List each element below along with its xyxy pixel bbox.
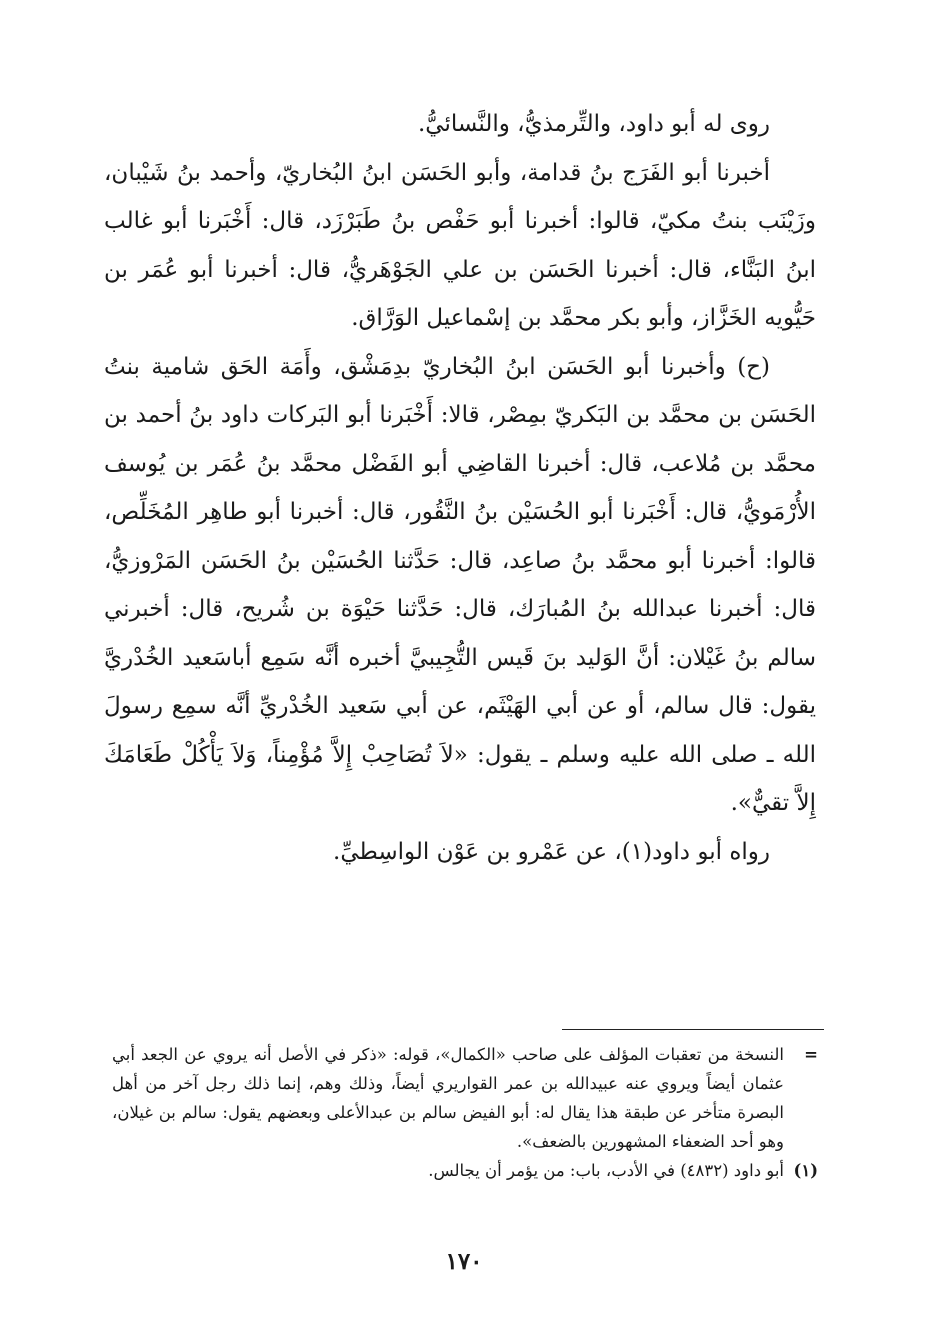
main-text <box>104 100 816 876</box>
paragraph-2: أخبرنا أبو الفَرَج بنُ قدامة، وأبو الحَسَن ابنُ البُخاريّ، وأحمد بنُ شَيْبان، وزَيْنَب بنتُ مكيّ، قالوا: أخبرنا أبو حَفْص بنُ طَبَرْزَد، قال: أَخْبَرنا أبو غالب ابنُ البَنَّاء، قال: أخبرنا الحَسَن بن علي الجَوْهَريُّ، قال: أخبرنا أبو عُمَر بن حَيُّويه الخَزَّاز، وأبو بكر محمَّد بن إسْماعيل الوَرَّاق. <box>104 159 816 331</box>
page-number: ١٧٠ <box>445 1248 483 1275</box>
footnote-text: النسخة من تعقبات المؤلف على صاحب «الكمال»، قوله: «ذكر في الأصل أنه يروي عن الجعد أبي عثمان أيضاً ويروي عنه عبيدالله بن عمر القواريري أيضاً، وذلك وهم، إنما ذلك رجل آخر من أهل البصرة متأخر عن طبقة هذا يقال له: أبو الفيض سالم بن عبدالأعلى وبعضهم يقول: سالم بن غيلان، وهو أحد الضعفاء المشهورين بالضعف». <box>112 1045 784 1151</box>
footnote-separator <box>562 1029 824 1030</box>
paragraph-3: (ح) وأخبرنا أبو الحَسَن ابنُ البُخاريّ بدِمَشْق، وأَمَة الحَق شامية بنتُ الحَسَن بن محمَّد بن البَكريّ بمِصْر، قالا: أَخْبَرنا أبو البَركات داود بنُ أحمد بن محمَّد بن مُلاعب، قال: أخبرنا القاضِي أبو الفَضْل محمَّد بنُ عُمَر بن يُوسف الأُرْمَويُّ، قال: أَخْبَرنا أبو الحُسَيْن بنُ النَّقُور، قال: أخبرنا أبو طاهِر المُخَلِّص، قالوا: أخبرنا أبو محمَّد بنُ صاعِد، قال: حَدَّثنا الحُسَيْن بنُ الحَسَن المَرْوزيُّ، قال: أخبرنا عبدالله بنُ المُبارَك، قال: حَدَّثنا حَيْوَة بن شُريح، قال: أخبرني سالم بنُ غَيْلان: أنَّ الوَليد بنَ قَيس التُّجِيبيَّ أخبره أنَّه سَمِع أباسَعيد الخُدْريَّ يقول: قال سالم، أو عن أبي الهَيْثَم، عن أبي سَعيد الخُدْريِّ أنَّه سمِع رسولَ الله ـ صلى الله عليه وسلم ـ يقول: «لاَ تُصَاحِبْ إِلاَّ مُؤْمِناً، وَلاَ يَأْكُلْ طَعَامَكَ إِلاَّ تقيٌّ». <box>104 353 816 816</box>
paragraph-1: روى له أبو داود، والتِّرمذيُّ، والنَّسائيُّ. <box>418 111 770 137</box>
footnote-mark: = <box>804 1045 818 1064</box>
footnote-text: أبو داود (٤٨٣٢) في الأدب، باب: من يؤمر أن يجالس. <box>428 1161 784 1180</box>
paragraph-4: رواه أبو داود(١)، عن عَمْرو بن عَوْن الواسِطيِّ. <box>333 838 770 865</box>
footnote-1 <box>112 1156 818 1185</box>
footnote-mark: (١) <box>793 1161 818 1180</box>
page-body <box>104 100 816 876</box>
footnotes <box>112 1040 818 1185</box>
footnote-continuation <box>112 1040 818 1156</box>
